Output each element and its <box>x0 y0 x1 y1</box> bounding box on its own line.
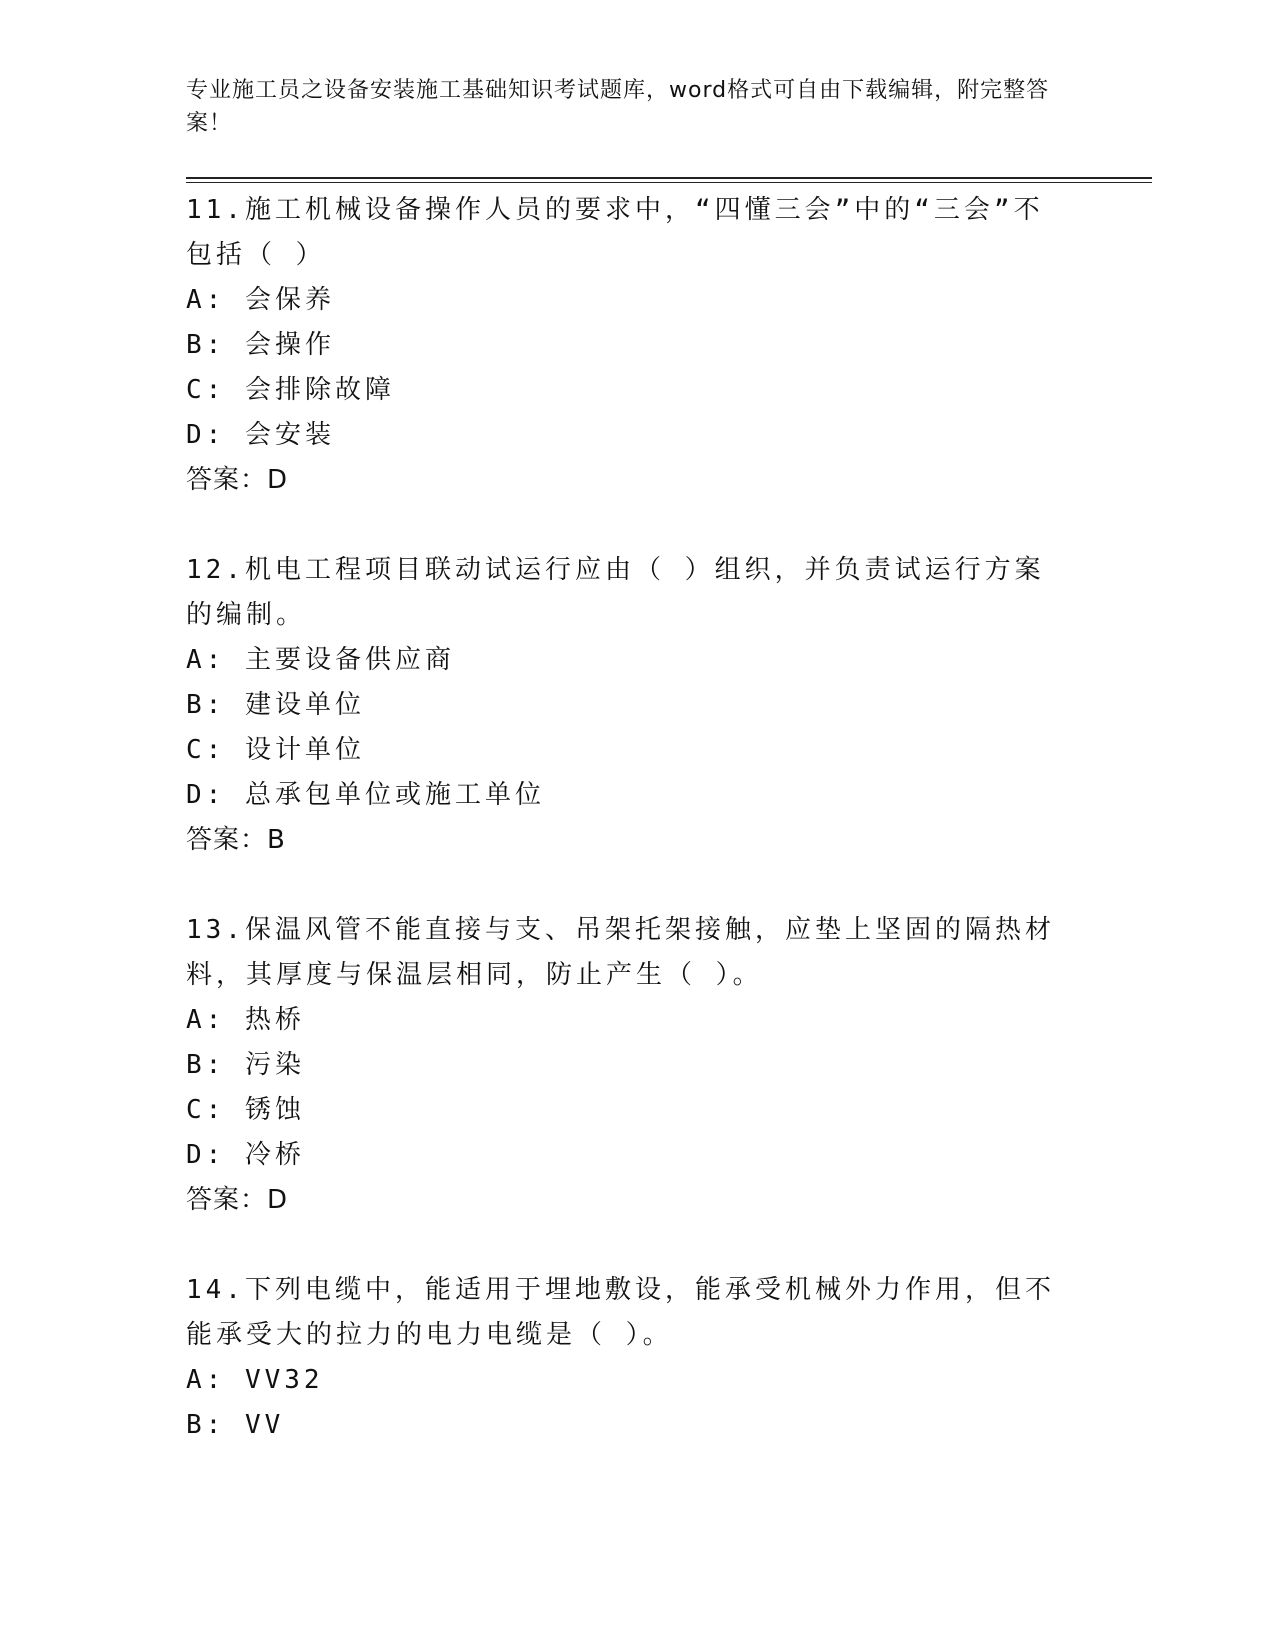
option-letter: C <box>186 375 206 405</box>
option-d <box>186 413 1086 458</box>
option-text: VV <box>244 1410 285 1440</box>
option-letter: B <box>186 1410 206 1440</box>
option-a <box>186 998 1086 1043</box>
option-letter: C <box>186 735 206 765</box>
answer-line: 答案：B <box>186 825 286 855</box>
option-letter: D <box>186 780 206 810</box>
header-divider-thin <box>186 182 1152 183</box>
option-b <box>186 683 1086 728</box>
option-letter: A <box>186 1005 206 1035</box>
question-11 <box>186 188 1086 503</box>
question-stem: 下列电缆中，能适用于埋地敷设，能承受机械外力作用，但不能承受大的拉力的电力电缆是（ ）。 <box>186 1275 1055 1350</box>
answer-line: 答案：D <box>186 465 289 495</box>
option-separator: : <box>205 375 226 405</box>
question-number: 14. <box>186 1275 245 1305</box>
question-number: 11. <box>186 195 245 225</box>
question-14 <box>186 1268 1086 1448</box>
option-a <box>186 1358 1086 1403</box>
question-13 <box>186 908 1086 1223</box>
option-a <box>186 278 1086 323</box>
option-separator: : <box>205 1050 226 1080</box>
option-c <box>186 1088 1086 1133</box>
option-b <box>186 1403 1086 1448</box>
option-text: 会操作 <box>244 330 335 360</box>
question-stem: 施工机械设备操作人员的要求中，“四懂三会”中的“三会”不包括（ ） <box>186 195 1044 270</box>
option-letter: D <box>186 420 206 450</box>
question-text <box>186 1268 1066 1358</box>
option-text: 会保养 <box>244 285 335 315</box>
question-stem: 保温风管不能直接与支、吊架托架接触，应垫上坚固的隔热材料，其厚度与保温层相同，防止产生（ ）。 <box>186 915 1055 990</box>
option-letter: B <box>186 1050 206 1080</box>
header-divider-thick <box>186 177 1152 179</box>
option-separator: : <box>205 1095 226 1125</box>
question-text <box>186 548 1066 638</box>
option-separator: : <box>205 780 226 810</box>
option-letter: B <box>186 690 206 720</box>
option-separator: : <box>205 285 226 315</box>
question-list <box>186 188 1086 1493</box>
option-separator: : <box>205 330 226 360</box>
option-text: 污染 <box>244 1050 305 1080</box>
question-text <box>186 188 1066 278</box>
option-separator: : <box>205 420 226 450</box>
option-separator: : <box>205 690 226 720</box>
option-d <box>186 773 1086 818</box>
option-separator: : <box>205 645 226 675</box>
option-text: 锈蚀 <box>244 1095 305 1125</box>
option-text: 冷桥 <box>244 1140 305 1170</box>
option-b <box>186 1043 1086 1088</box>
option-separator: : <box>205 1005 226 1035</box>
option-letter: A <box>186 285 206 315</box>
option-letter: A <box>186 645 206 675</box>
option-d <box>186 1133 1086 1178</box>
question-stem: 机电工程项目联动试运行应由（ ）组织，并负责试运行方案的编制。 <box>186 555 1045 630</box>
option-text: 设计单位 <box>244 735 365 765</box>
option-c <box>186 368 1086 413</box>
option-c <box>186 728 1086 773</box>
option-separator: : <box>205 1140 226 1170</box>
option-letter: D <box>186 1140 206 1170</box>
option-separator: : <box>205 735 226 765</box>
option-text: 热桥 <box>244 1005 305 1035</box>
answer-line: 答案：D <box>186 1185 289 1215</box>
option-text: 建设单位 <box>244 690 365 720</box>
option-b <box>186 323 1086 368</box>
document-header: 专业施工员之设备安装施工基础知识考试题库，word格式可自由下载编辑，附完整答案！ <box>186 78 1050 136</box>
option-a <box>186 638 1086 683</box>
option-text: 总承包单位或施工单位 <box>244 780 545 810</box>
option-separator: : <box>205 1365 226 1395</box>
option-letter: B <box>186 330 206 360</box>
option-text: 会排除故障 <box>244 375 395 405</box>
option-text: VV32 <box>244 1365 324 1395</box>
question-text <box>186 908 1066 998</box>
option-separator: : <box>205 1410 226 1440</box>
question-12 <box>186 548 1086 863</box>
option-text: 会安装 <box>244 420 335 450</box>
option-letter: A <box>186 1365 206 1395</box>
question-number: 13. <box>186 915 245 945</box>
option-letter: C <box>186 1095 206 1125</box>
question-number: 12. <box>186 555 245 585</box>
option-text: 主要设备供应商 <box>244 645 455 675</box>
